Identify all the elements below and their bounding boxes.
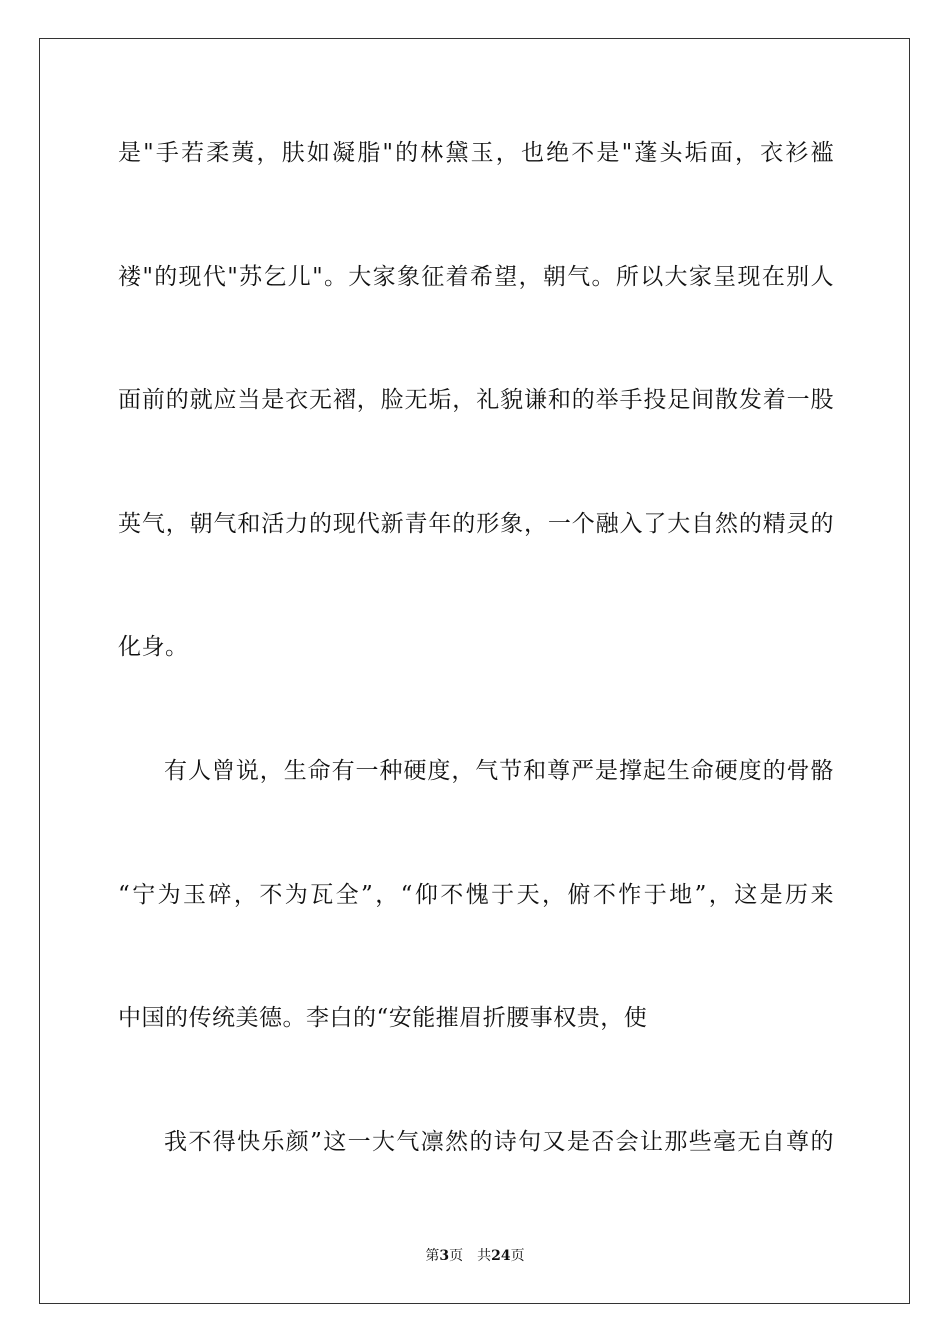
page-suffix: 页: [449, 1248, 464, 1264]
total-prefix: 共: [477, 1248, 492, 1264]
body-line-8: 中国的传统美德。李白的“安能摧眉折腰事权贵，使: [118, 1005, 648, 1031]
body-line-4: 英气，朝气和活力的现代新青年的形象，一个融入了大自然的精灵的: [118, 511, 834, 537]
total-pages: 24: [491, 1248, 511, 1264]
body-line-6: 有人曾说，生命有一种硬度，气节和尊严是撑起生命硬度的骨骼: [164, 758, 834, 784]
body-line-2: 褛"的现代"苏乞儿"。大家象征着希望，朝气。所以大家呈现在别人: [118, 264, 834, 290]
body-line-9: 我不得快乐颜”这一大气凛然的诗句又是否会让那些毫无自尊的: [164, 1129, 834, 1155]
page-number: 3: [439, 1248, 450, 1264]
body-line-7: “宁为玉碎，不为瓦全”，“仰不愧于天，俯不怍于地”，这是历来: [118, 882, 834, 908]
body-line-3: 面前的就应当是衣无褶，脸无垢，礼貌谦和的举手投足间散发着一股: [118, 387, 834, 413]
page-frame: [39, 38, 910, 1304]
total-suffix: 页: [510, 1248, 525, 1264]
page-footer: [0, 1247, 950, 1265]
body-line-5: 化身。: [118, 634, 189, 660]
body-line-1: 是"手若柔荑，肤如凝脂"的林黛玉，也绝不是"蓬头垢面，衣衫褴: [118, 140, 834, 166]
page-prefix: 第: [425, 1248, 440, 1264]
